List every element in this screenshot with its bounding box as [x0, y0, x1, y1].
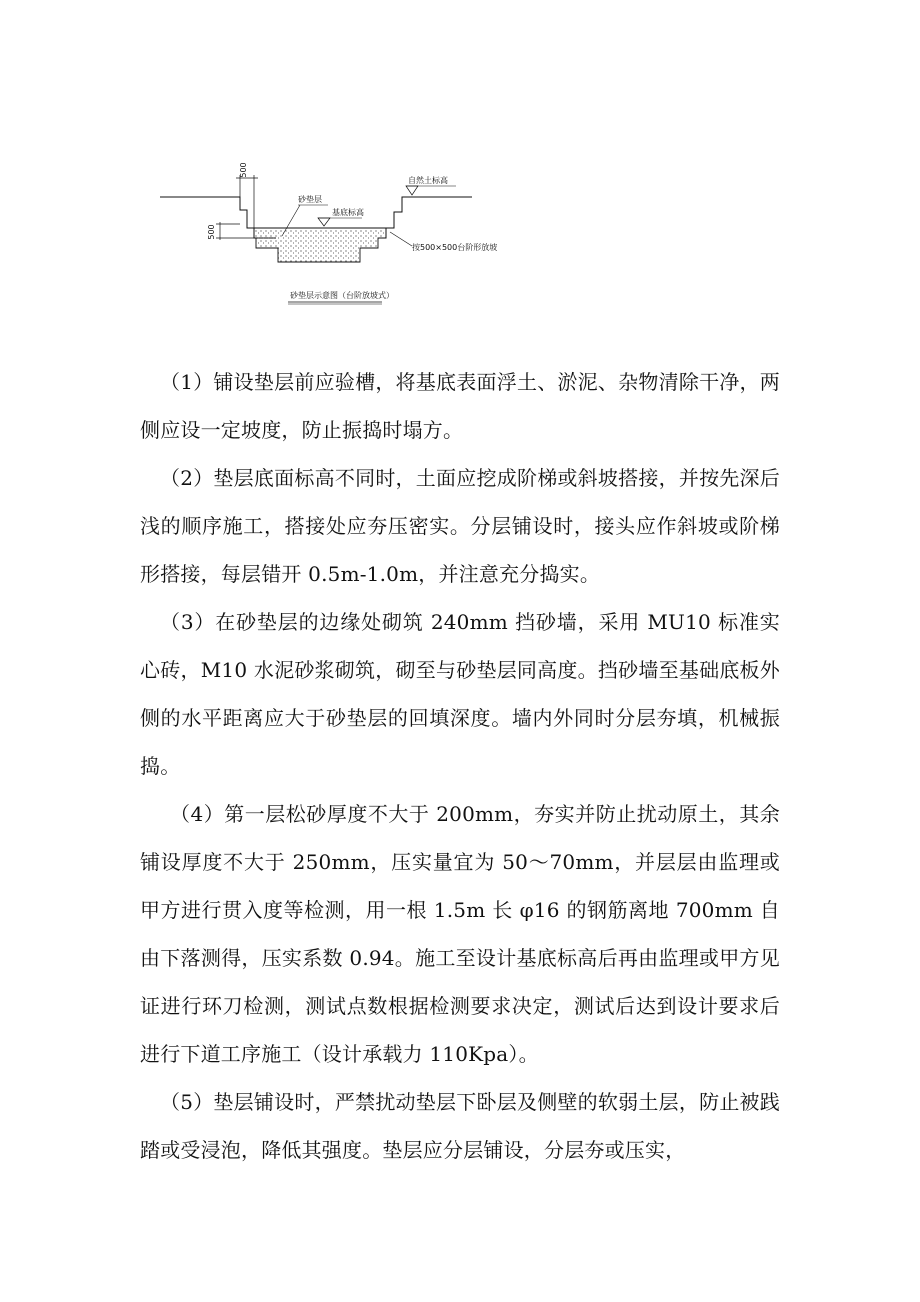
figure-caption: 砂垫层示意图（台阶放坡式） — [290, 291, 394, 300]
label-base-elevation: 基底标高 — [332, 208, 364, 217]
base-elevation-triangle — [318, 218, 330, 226]
label-step-slope: 按500×500台阶形放坡 — [412, 243, 498, 252]
paragraph-2: （2）垫层底面标高不同时，土面应挖成阶梯或斜坡搭接，并按先深后浅的顺序施工，搭接处应夯压密实。分层铺设时，接头应作斜坡或阶梯形搭接，每层错开 0.5m-1.0m，并注意充分捣实。 — [140, 466, 780, 586]
paragraph-1: （1）铺设垫层前应验槽，将基底表面浮土、淤泥、杂物清除干净，两侧应设一定坡度，防止振捣时塌方。 — [140, 370, 780, 442]
sand-cushion-fill — [254, 228, 386, 262]
sand-cushion-diagram — [150, 150, 498, 310]
paragraph-5: （5）垫层铺设时，严禁扰动垫层下卧层及侧壁的软弱土层，防止被践踏或受浸泡，降低其强度。垫层应分层铺设，分层夯或压实， — [140, 1090, 780, 1162]
document-body — [140, 358, 780, 1174]
paragraph-4: （4）第一层松砂厚度不大于 200mm，夯实并防止扰动原土，其余铺设厚度不大于 250mm，压实量宜为 50～70mm，并层层由监理或甲方进行贯入度等检测，用一根 1.5m 长 φ16 的钢筋离地 700mm 自由下落测得，压实系数 0.94。施工至设计基底标高后再由监理或甲方见证进行环刀检测，测试点数根据检测要求决定，测试后达到设计要求后进行下道工序施工（设计承载力 110Kpa）。 — [140, 802, 780, 1066]
paragraph-3: （3）在砂垫层的边缘处砌筑 240mm 挡砂墙，采用 MU10 标准实心砖，M10 水泥砂浆砌筑，砌至与砂垫层同高度。挡砂墙至基础底板外侧的水平距离应大于砂垫层的回填深度。墙内外同时分层夯填，机械振捣。 — [140, 610, 780, 778]
ground-line-right — [378, 197, 472, 238]
dim-top-width: 500 — [239, 162, 248, 178]
diagram-drawing — [150, 150, 498, 310]
leader-step-slope — [390, 232, 412, 246]
label-sand-layer: 砂垫层 — [298, 195, 322, 204]
dim-side-height: 500 — [207, 224, 216, 240]
label-natural-ground: 自然土标高 — [408, 176, 448, 185]
natural-ground-triangle — [406, 186, 418, 195]
